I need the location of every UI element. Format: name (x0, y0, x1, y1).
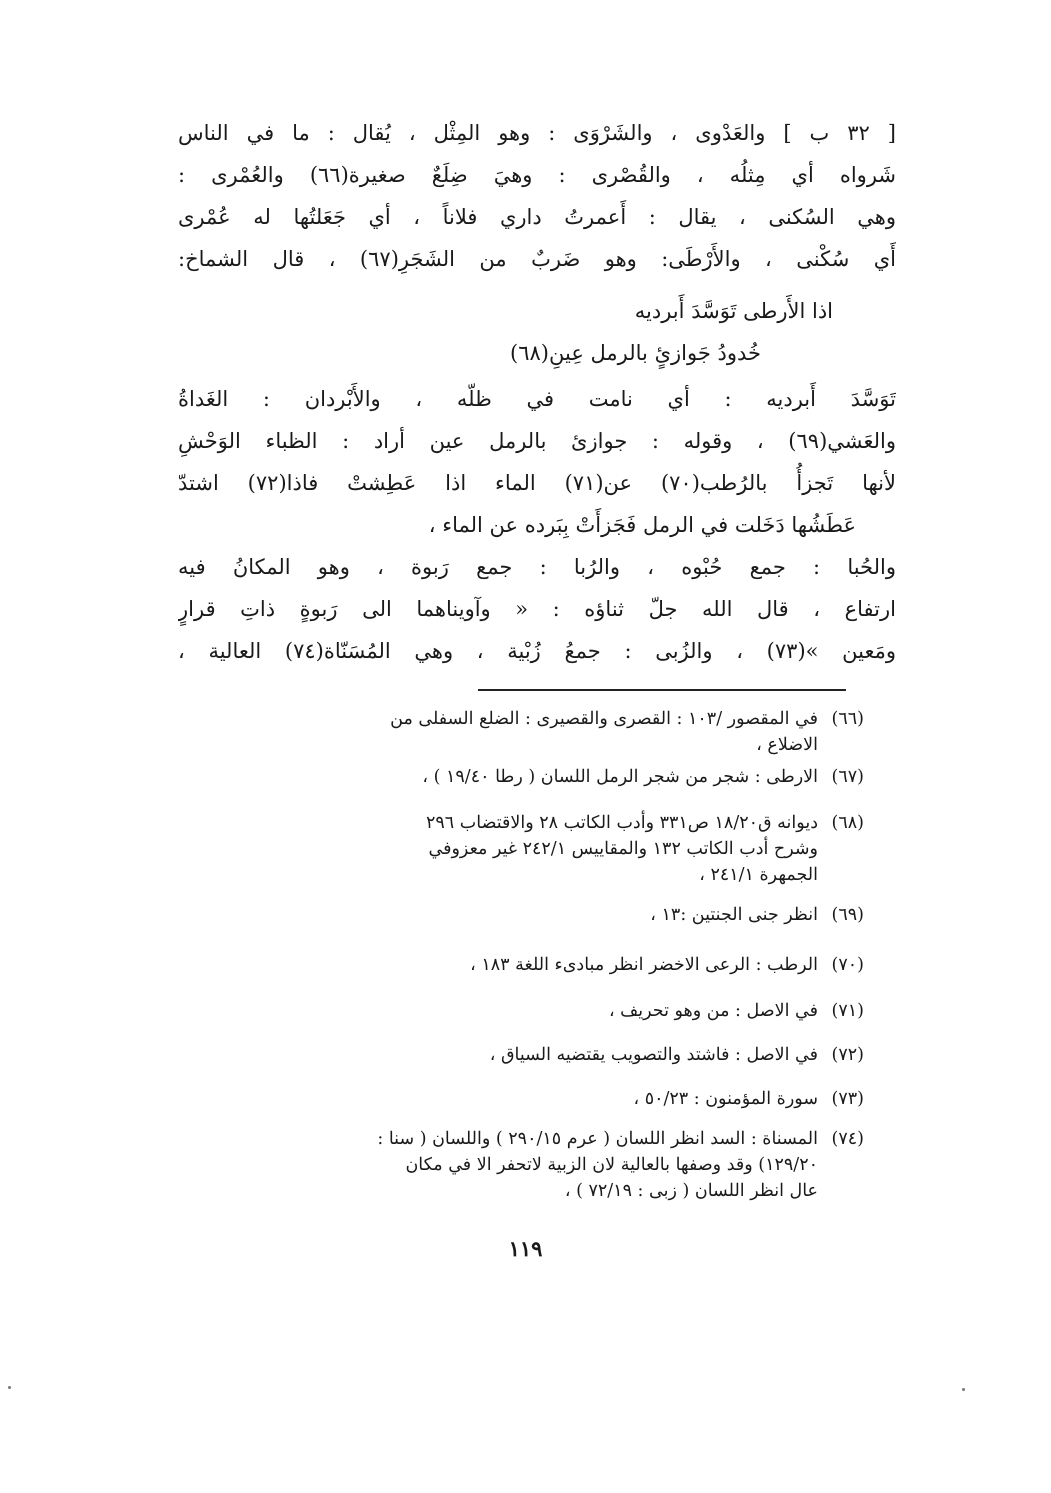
footnote-text: الاضلاع ، (756, 735, 818, 755)
footnote-text: الارطى : شجر من شجر الرمل اللسان ( رطا ١٩/٤٠ ) ، (422, 767, 818, 787)
text-line: [ ٣٢ ب ] والعَدْوى ، والشَرْوَى : وهو المِثْل ، يُقال : ما في الناس (178, 121, 896, 145)
footnote-66 (390, 706, 864, 758)
footnote-text: ١٢٩/٢٠) وقد وصفها بالعالية لان الزبية لاتحفر الا في مكان (405, 1155, 818, 1175)
footnote-number: (٧٤) (831, 1129, 864, 1149)
verse-first-hemistich: اذا الأَرطى تَوَسَّدَ أَبرديه (634, 299, 833, 323)
footnote-number: (٦٩) (831, 905, 864, 925)
footnote-number: (٧٣) (831, 1089, 864, 1109)
text-line: عَطَشُها دَخَلت في الرمل فَجَزأَتْ بِبَرده عن الماء ، (428, 513, 856, 537)
main-text-block-2 (178, 378, 896, 672)
footnote-number: (٧٢) (831, 1045, 864, 1065)
verse-second-hemistich: خُدودُ جَوازئٍ بالرمل عِينِ(٦٨) (510, 341, 761, 365)
footnote-68 (426, 810, 864, 888)
footnote-text: عال انظر اللسان ( زبى : ٧٢/١٩ ) ، (564, 1181, 818, 1201)
footnote-text: انظر جنى الجنتين :١٣ ، (650, 905, 818, 925)
footnote-70 (470, 952, 864, 978)
text-line: وهي السُكنى ، يقال : أَعمرتُ داري فلاناً ، أي جَعَلتُها له عُمْرى (178, 205, 896, 229)
page-number: ١١٩ (508, 1236, 543, 1261)
footnote-text: الرطب : الرعى الاخضر انظر مبادىء اللغة ١٨٣ ، (470, 955, 818, 975)
footnote-number: (٦٧) (831, 767, 864, 787)
footnote-number: (٦٦) (831, 709, 864, 729)
footnote-text: الجمهرة ٢٤١/١ ، (699, 865, 818, 885)
text-line: ومَعين »(٧٣) ، والزُبى : جمعُ زُبْية ، وهي المُسَنّاة(٧٤) العالية ، (178, 639, 896, 663)
footnote-text: المسناة : السد انظر اللسان ( عرم ٢٩٠/١٥ ) واللسان ( سنا : (377, 1129, 818, 1149)
footnote-67 (422, 764, 864, 790)
footnote-text: في المقصور /١٠٣ : القصرى والقصيرى : الضلع السفلى من (390, 709, 818, 729)
footnote-71 (609, 998, 864, 1024)
text-line: والحُبا : جمع حُبْوه ، والرُبا : جمع رَبوة ، وهو المكانُ فيه (178, 555, 896, 579)
text-line: شَرواه أي مِثلُه ، والقُصْرى : وهيَ ضِلَعٌ صغيرة(٦٦) والعُمْرى : (178, 163, 896, 187)
footnote-separator (478, 689, 846, 691)
footnote-number: (٦٨) (831, 813, 864, 833)
footnote-text: سورة المؤمنون : ٥٠/٢٣ ، (633, 1089, 818, 1109)
footnote-69 (650, 902, 864, 928)
main-text-block-1 (178, 112, 896, 280)
footnote-text: ديوانه ق١٨/٢٠ ص٣٣١ وأدب الكاتب ٢٨ والاقتضاب ٢٩٦ (426, 813, 818, 833)
footnote-73 (633, 1086, 864, 1112)
text-line: أَي سُكْنى ، والأَرْطَى: وهو ضَربٌ من الشَجَرِ(٦٧) ، قال الشماخ: (178, 247, 896, 271)
footnote-text: وشرح أدب الكاتب ١٣٢ والمقاييس ٢٤٢/١ غير معزوفي (428, 839, 818, 859)
footnote-number: (٧١) (831, 1001, 864, 1021)
footnote-text: في الاصل : من وهو تحريف ، (608, 1001, 818, 1021)
footnote-72 (490, 1042, 864, 1068)
footnote-74 (377, 1126, 864, 1204)
text-line: لأنها تَجزأُ بالرُطب(٧٠) عن(٧١) الماء اذا عَطِشتْ فاذا(٧٢) اشتدّ (178, 471, 896, 495)
footnote-text: في الاصل : فاشتد والتصويب يقتضيه السياق ، (489, 1045, 818, 1065)
scan-speck (962, 1388, 965, 1391)
text-line: ارتفاع ، قال الله جلّ ثناؤه : « وآويناهما الى رَبوةٍ ذاتِ قرارٍ (178, 597, 896, 621)
scan-speck (8, 1386, 11, 1389)
text-line: والعَشي(٦٩) ، وقوله : جوازئ بالرمل عين أراد : الظباء الوَحْشِ (178, 429, 896, 453)
text-line: تَوَسَّدَ أَبرديه : أي نامت في ظلّه ، والأَبْردان : الغَداةُ (178, 387, 896, 411)
footnote-number: (٧٠) (831, 955, 864, 975)
